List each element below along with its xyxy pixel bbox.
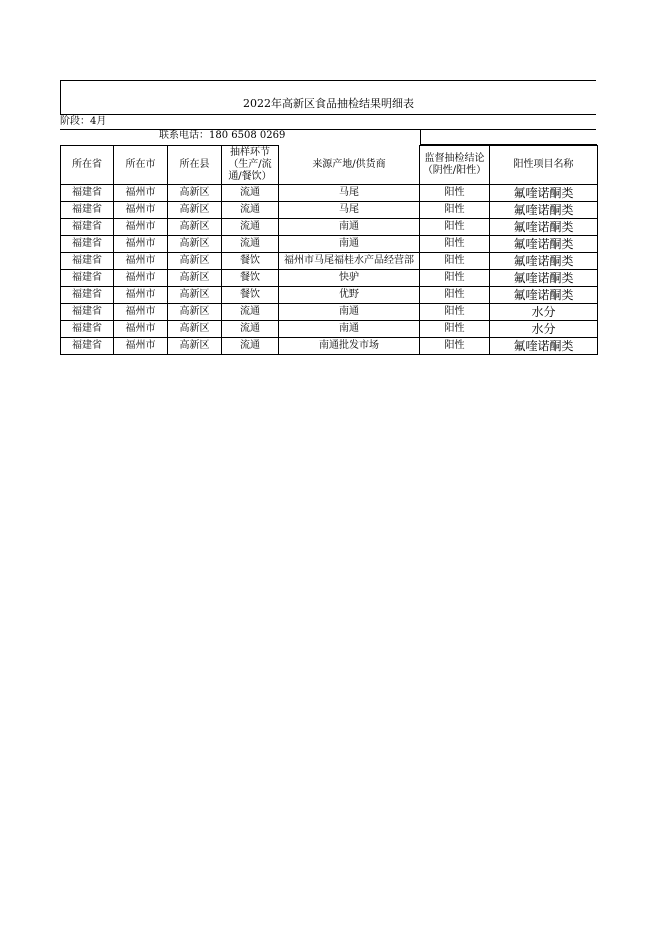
header-positive-item: 阳性项目名称 [490,146,598,185]
cell-province: 福建省 [61,287,114,304]
table-row [61,236,598,253]
cell-county: 高新区 [168,270,222,287]
header-county: 所在县 [168,146,222,185]
cell-province: 福建省 [61,253,114,270]
cell-conclusion: 阳性 [420,236,490,253]
cell-sampling-stage: 餐饮 [222,270,279,287]
cell-conclusion: 阳性 [420,321,490,338]
cell-sampling-stage: 流通 [222,185,279,202]
cell-sampling-stage: 流通 [222,202,279,219]
header-source-supplier: 来源产地/供货商 [279,146,420,185]
cell-county: 高新区 [168,219,222,236]
cell-city: 福州市 [114,185,168,202]
stage-label: 阶段：4月 [60,116,107,127]
cell-conclusion: 阳性 [420,185,490,202]
cell-city: 福州市 [114,219,168,236]
cell-sampling-stage: 流通 [222,236,279,253]
cell-county: 高新区 [168,287,222,304]
cell-source-supplier: 马尾 [279,185,420,202]
cell-positive-item: 氟喹诺酮类 [490,236,598,253]
cell-county: 高新区 [168,338,222,355]
cell-source-supplier: 马尾 [279,202,420,219]
header-province: 所在省 [61,146,114,185]
cell-source-supplier: 南通 [279,321,420,338]
cell-county: 高新区 [168,321,222,338]
cell-sampling-stage: 流通 [222,304,279,321]
cell-conclusion: 阳性 [420,287,490,304]
cell-city: 福州市 [114,270,168,287]
stage-row [60,114,596,130]
cell-positive-item: 氟喹诺酮类 [490,287,598,304]
header-conclusion: 监督抽检结论（阴性/阳性） [420,146,490,185]
contact-row [60,130,596,145]
cell-positive-item: 氟喹诺酮类 [490,202,598,219]
cell-province: 福建省 [61,321,114,338]
cell-sampling-stage: 流通 [222,338,279,355]
cell-sampling-stage: 流通 [222,321,279,338]
table-header-row [61,146,598,185]
results-table [60,145,598,355]
cell-sampling-stage: 流通 [222,219,279,236]
cell-province: 福建省 [61,185,114,202]
cell-sampling-stage: 餐饮 [222,253,279,270]
cell-source-supplier: 南通批发市场 [279,338,420,355]
contact-phone: 联系电话：180 6508 0269 [159,130,286,141]
cell-conclusion: 阳性 [420,253,490,270]
cell-source-supplier: 南通 [279,219,420,236]
table-row [61,287,598,304]
cell-city: 福州市 [114,287,168,304]
cell-province: 福建省 [61,236,114,253]
cell-source-supplier: 南通 [279,236,420,253]
cell-province: 福建省 [61,219,114,236]
table-row [61,321,598,338]
table-row [61,185,598,202]
cell-positive-item: 氟喹诺酮类 [490,219,598,236]
cell-positive-item: 氟喹诺酮类 [490,338,598,355]
cell-positive-item: 水分 [490,304,598,321]
table-row [61,304,598,321]
cell-conclusion: 阳性 [420,304,490,321]
table-row [61,219,598,236]
cell-sampling-stage: 餐饮 [222,287,279,304]
cell-province: 福建省 [61,338,114,355]
cell-county: 高新区 [168,304,222,321]
cell-province: 福建省 [61,304,114,321]
cell-source-supplier: 快驴 [279,270,420,287]
cell-city: 福州市 [114,236,168,253]
cell-source-supplier: 优野 [279,287,420,304]
cell-positive-item: 氟喹诺酮类 [490,185,598,202]
cell-conclusion: 阳性 [420,338,490,355]
cell-city: 福州市 [114,253,168,270]
table-row [61,338,598,355]
table-row [61,202,598,219]
cell-city: 福州市 [114,202,168,219]
spreadsheet-sheet [60,80,596,355]
table-row [61,253,598,270]
header-city: 所在市 [114,146,168,185]
cell-county: 高新区 [168,236,222,253]
title-row [60,80,596,114]
cell-province: 福建省 [61,270,114,287]
cell-positive-item: 氟喹诺酮类 [490,270,598,287]
cell-source-supplier: 南通 [279,304,420,321]
cell-county: 高新区 [168,253,222,270]
cell-city: 福州市 [114,304,168,321]
cell-city: 福州市 [114,338,168,355]
cell-county: 高新区 [168,185,222,202]
cell-conclusion: 阳性 [420,219,490,236]
cell-conclusion: 阳性 [420,202,490,219]
table-body [61,185,598,355]
cell-positive-item: 水分 [490,321,598,338]
contact-empty-cell [420,130,597,145]
cell-conclusion: 阳性 [420,270,490,287]
cell-positive-item: 氟喹诺酮类 [490,253,598,270]
table-row [61,270,598,287]
cell-province: 福建省 [61,202,114,219]
cell-city: 福州市 [114,321,168,338]
cell-source-supplier: 福州市马尾福桂水产品经营部 [279,253,420,270]
cell-county: 高新区 [168,202,222,219]
header-sampling-stage: 抽样环节（生产/流通/餐饮） [222,146,279,185]
report-title: 2022年高新区食品抽检结果明细表 [243,97,414,110]
